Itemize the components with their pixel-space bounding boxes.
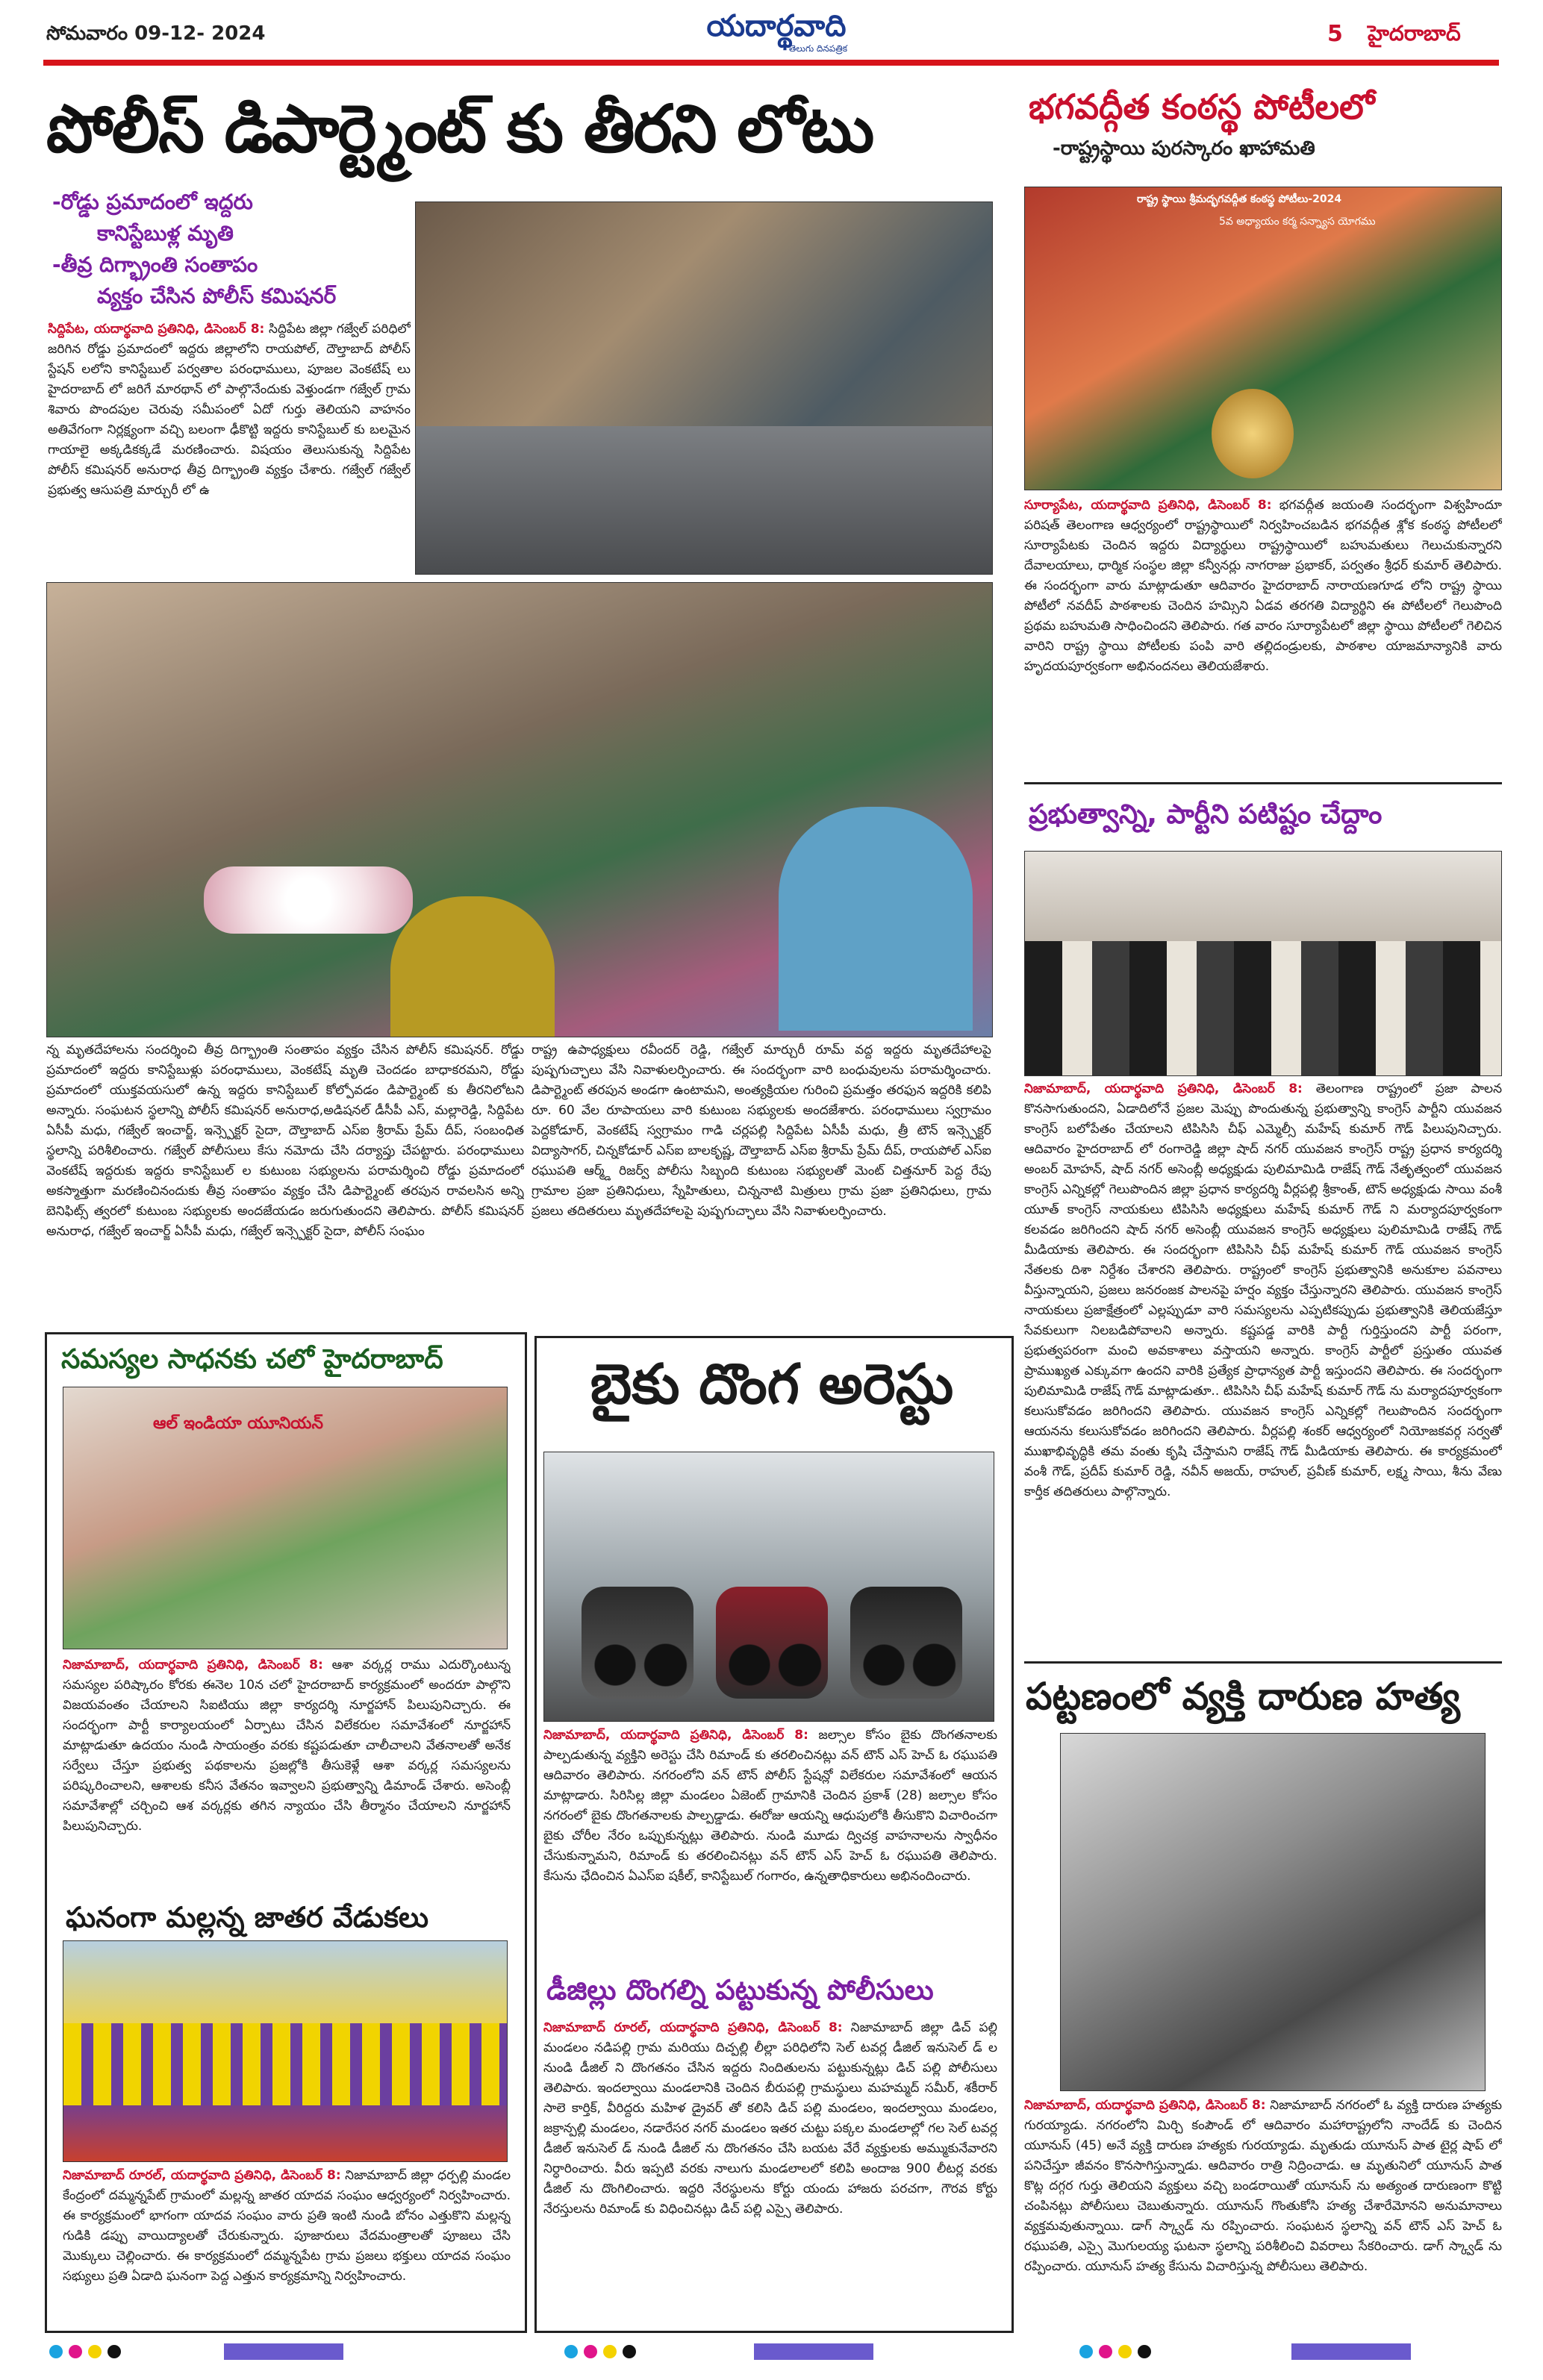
masthead-title: యదార్థవాది [706, 9, 847, 43]
samasyala-dateline: నిజామాబాద్, యదార్థవాది ప్రతినిధి, డిసెంబర్ 8: [63, 1658, 323, 1672]
party-body [1024, 1079, 1502, 1658]
lead-dateline: సిద్దిపేట, యదార్థవాది ప్రతినిధి, డిసెంబర్ 8: [48, 322, 265, 337]
lead-photo-mourners [46, 582, 993, 1037]
samasyala-body [63, 1655, 511, 1884]
gita-photo-banner: రాష్ట్ర స్థాయి శ్రీమద్భగవద్గీత కంఠస్థ పోటీలు-2024 [1137, 193, 1342, 205]
lead-intro-text: సిద్దిపేట జిల్లా గజ్వేల్ పరిధిలో జరిగిన రోడ్డు ప్రమాదంలో ఇద్దరు జిల్లాలోని రాయపోల్, దౌల్తాబాద్ పోలీస్ స్టేషన్ లలోని కానిస్టేబుల్ పర్వతాల పరంధాములు, పూజల వెంకటేష్ లు హైదరాబాద్ లో జరిగే మారథాన్ లో పాల్గొనేందుకు వెళ్తుండగా గజ్వేల్ గ్రామ శివారు పొందపుల చెరువు సమీపంలో ఏదో గుర్తు తెలియని వాహనం అతివేగంగా నిర్లక్ష్యంగా వచ్చి బలంగా ఢీకొట్టి ఇద్దరు కానిస్టేబుల్ కు బలమైన గాయాలై అక్కడికక్కడే మరణించారు. విషయం తెలుసుకున్న సిద్దిపేట పోలీస్ కమిషనర్ అనురాధ తీవ్ర దిగ్భ్రాంతి వ్యక్తం చేశారు. గజ్వేల్ గజ్వేల్ ప్రభుత్వ ఆసుపత్రి మార్చురీ లో ఉ [48, 322, 411, 498]
bike-body [543, 1725, 997, 1964]
murder-body-text: నిజామాబాద్ నగరంలో ఓ వ్యక్తి దారుణ హత్యకు గురయ్యాడు. నగరంలోని మిర్చి కంపౌండ్ లో ఆదివారం మహారాష్ట్రలోని నాందేడ్ కు చెందిన యూనుస్ (45) అనే వ్యక్తి దారుణ హత్యకు గురయ్యాడు. మృతుడు యూనుస్ పాత టైర్ల షాప్ లో పనిచేస్తూ జీవనం కొనసాగిస్తున్నాడు. ఆదివారం రాత్రి నిద్రించాడు. ఆ మృతునిలో యూనుస్ పాత కొట్ల దగ్గర గుర్తు తెలియని వ్యక్తులు వచ్చి బండరాయితో యూనుస్ ను అత్యంత దారుణంగా కొట్టి చంపినట్లు పోలీసులు చెబుతున్నారు. యూనుస్ గొంతుకోసి హత్య చేశారేమోనని అనుమానాలు వ్యక్తమవుతున్నాయి. డాగ్ స్క్వాడ్ ను రప్పించారు. సంఘటన స్థలాన్ని వన్ టౌన్ ఎస్ హెచ్ ఓ రఘుపతి, ఎస్సై మొగులయ్య ఘటనా స్థలాన్ని పరిశీలించి వివరాలు సేకరించారు. డాగ్ స్క్వాడ్ ను రప్పించారు. యూనుస్ హత్య కేసును విచారిస్తున్న పోలీసులు తెలిపారు. [1024, 2098, 1502, 2274]
party-dateline: నిజామాబాద్, యదార్థవాది ప్రతినిధి, డిసెంబర్ 8: [1024, 1081, 1303, 1096]
registration-dot [564, 2345, 578, 2358]
gita-dateline: సూర్యాపేట, యదార్థవాది ప్రతినిధి, డిసెంబర్ 8: [1024, 498, 1272, 513]
gita-photo [1024, 187, 1502, 490]
gita-photo-banner-2: 5వ అధ్యాయం కర్మ సన్న్యాస యోగము [1219, 216, 1376, 228]
registration-dot [1138, 2345, 1151, 2358]
lead-intro [48, 319, 411, 566]
murder-dateline: నిజామాబాద్, యదార్థవాది ప్రతినిధి, డిసెంబర్ 8: [1024, 2098, 1266, 2113]
mallanna-body [63, 2166, 511, 2324]
mourner-figure [390, 896, 555, 1037]
mallanna-dateline: నిజామాబాద్ రూరల్, యదార్థవాది ప్రతినిధి, డిసెంబర్ 8: [63, 2168, 341, 2183]
registration-dot [1099, 2345, 1112, 2358]
registration-dot [49, 2345, 63, 2358]
party-photo [1024, 851, 1502, 1076]
gita-body-text: భగవద్గీత జయంతి సందర్భంగా విశ్వహిందూ పరిషత్ తెలంగాణ ఆధ్వర్యంలో రాష్ట్రస్థాయిలో నిర్వహించబడిన భగవద్గీత శ్లోక కంఠస్థ పోటీలలో సూర్యాపేటకు చెందిన ఇద్దరు విద్యార్థులు రాష్ట్రస్థాయిలో బహుమతులు గెలుచుకున్నారని దేవాలయాలు, ధార్మిక సంస్థల జిల్లా కన్వీనర్లు నాగరాజు ప్రభాకర్, పర్వతం శ్రీధర్ కుమార్ తెలిపారు. ఈ సందర్భంగా వారు మాట్లాడుతూ ఆదివారం హైదరాబాద్ నారాయణగూడ లోని రాష్ట్ర స్థాయి పోటీలో నవదీప్ పాఠశాలకు చెందిన హమ్సిని ఏడవ తరగతి విద్యార్థిని ఈ పోటీలలో గెలుపొంది ప్రథమ బహుమతి సాధించిందని తెలిపారు. గత వారం సూర్యాపేటలో జిల్లా స్థాయి పోటీలలో గెలిచిన వారిని రాష్ట్ర స్థాయి పోటీలకు పంపి వారి తల్లిదండ్రులకు, పాఠశాల యాజమాన్యానికి వారు హృదయపూర్వకంగా అభినందనలు తెలియజేశారు. [1024, 498, 1502, 674]
gita-headline: భగవద్గీత కంఠస్థ పోటీలలో [1029, 87, 1375, 127]
lead-subheads [52, 187, 403, 312]
gita-body [1024, 496, 1502, 779]
murder-photo [1060, 1733, 1486, 2091]
bike-dateline: నిజామాబాద్, యదార్థవాది ప్రతినిధి, డిసెంబర్ 8: [543, 1728, 808, 1743]
registration-dot [1079, 2345, 1093, 2358]
murder-body [1024, 2096, 1502, 2327]
samasyala-headline: సమస్యల సాధనకు చలో హైదరాబాద్ [61, 1344, 443, 1375]
trophy-icon [1212, 389, 1294, 478]
lead-photo-mortuary [415, 202, 993, 575]
dj-body-text: నిజామాబాద్ జిల్లా డిచ్ పల్లి మండలం నడిపల్లి గ్రామ మరియు దిచ్పల్లి లీల్లా పరిధిలోని సెల్ టవర్ల డీజిల్ ఇనుసెల్ డ్ ల నుండి డీజిల్ ని దొంగతనం చేసిన ఇద్దరు నిందితులను పట్టుకున్నట్లు డిచ్ పల్లి పోలీసులు తెలిపారు. ఇందల్వాయి మండలానికి చెందిన బీరుపల్లి గ్రామస్థులు మహమ్మద్ సమీర్, శకీరార్ సాలె కార్తిక్, వీరిద్దరు మహిళ డ్రైవర్ తో కలిసి డిచ్ పల్లి మండలం, ఇందల్వాయి మండలం, జక్రాన్పల్లి మండలం, నడారేసర నగర్ మండలం ఇతర చుట్టు పక్కల మండలాల్లో గల సెల్ టవర్ల డీజిల్ ఇనుసెల్ డ్ నుండి డీజిల్ ను దొంగతనం చేసి బయట వేరే వ్యక్తులకు అమ్ముకునేవారని నిర్ధారించారు. వీరు ఇప్పటి వరకు నాలుగు మండలాలలో కలిపి అందాజ 900 లీటర్ల వరకు డీజిల్ ను దొంగిలించారు. ఇద్దరి నేరస్థులను కోర్టు యందు హాజరు పరచగా, గౌరవ కోర్టు నేరస్తులను రిమాండ్ కు విధించినట్లు డిచ్ పల్లి ఎస్సై తెలిపారు. [543, 2020, 997, 2217]
lead-body-left: న్న మృతదేహాలను సందర్శించి తీవ్ర దిగ్భ్రాంతి సంతాపం వ్యక్తం చేసిన పోలీస్ కమిషనర్. రోడ్డు ప్రమాదంలో ఇద్దరు కానిస్టేబుళ్లు పరంధాములు, వెంకటేష్ మృతి చెందడం బాధాకరమని, రోడ్డు ప్రమాదంలో యుక్తవయసులో ఉన్న ఇద్దరు కానిస్టేబుల్ కోల్పోవడం డిపార్ట్మెంట్ కు తీరనిలోటని అన్నారు. సంఘటన స్థలాన్ని పోలీస్ కమిషనర్ అనురాధ,అడిషనల్ డీసీపీ ఎస్, మల్లారెడ్డి, సిద్దిపేట ఏసీపీ మధు, గజ్వేల్ ఇంచార్జ్, ఇన్స్పెక్టర్ సైదా, దౌల్తాబాద్ ఎస్ఐ శ్రీరామ్ ప్రేమ్ దీప్, సంబంధిత స్థలాన్ని పరిశీలించారు. గజ్వేల్ పోలీసులు కేసు నమోదు చేసి దర్యాప్తు చేపట్టారు. పరంధాములు వెంకటేష్ ఇద్దరుకు ఇద్దరు కానిస్టేబుల్ ల కుటుంబ సభ్యులను పరామర్శించి రోడ్డు ప్రమాదంలో అకస్మాత్తుగా మరణించినందుకు తీవ్ర సంతాపం వ్యక్తం చేసి డిపార్ట్మెంట్ తరపున రావలసిన అన్ని బెనిఫిట్స్ త్వరలో కుటుంబ సభ్యులకు అందజేయడం జరుగుతుందని తెలిపారు. పోలీస్ కమిషనర్ అనురాధ, గజ్వేల్ ఇంచార్జ్ ఏసీపీ మధు, గజ్వేల్ ఇన్స్పెక్టర్ సైదా, పోలీస్ సంఘం [46, 1043, 524, 1239]
registration-bar [224, 2343, 343, 2360]
motorcycle [716, 1587, 828, 1699]
registration-dot [69, 2345, 82, 2358]
registration-dot [603, 2345, 617, 2358]
registration-dot [88, 2345, 102, 2358]
mallanna-body-text: నిజామాబాద్ జిల్లా ధర్పల్లి మండల కేంద్రంలో దమ్మన్నపేట్ గ్రామంలో మల్లన్న జాతర యాదవ సంఘం ఆధ్వర్యంలో నిర్వహించారు. ఈ కార్యక్రమంలో భాగంగా యాదవ సంఘం వారు ప్రతి ఇంటి నుండి బోనం ఎత్తుకొని మల్లన్న గుడికి డప్పు వాయిద్యాలతో చేరుకున్నారు. పూజారులు వేదమంత్రాలతో పూజలు చేసి మొక్కులు చెల్లించారు. ఈ కార్యక్రమంలో దమ్మన్నపేట గ్రామ ప్రజలు భక్తులు యాదవ సంఘం సభ్యులు ప్రతి ఏడాది ఘనంగా పెద్ద ఎత్తున కార్యక్రమాన్ని నిర్వహించారు. [63, 2168, 511, 2284]
registration-dot [584, 2345, 597, 2358]
bike-photo [543, 1452, 994, 1722]
column-rule [1024, 782, 1502, 784]
samasyala-photo [63, 1387, 508, 1649]
murder-headline: పట్టణంలో వ్యక్తి దారుణ హత్య [1026, 1675, 1460, 1718]
masthead-tagline: తెలుగు దినపత్రిక [788, 43, 847, 54]
samasyala-body-text: ఆశా వర్కర్ల రాము ఎదుర్కొంటున్న సమస్యల పరిష్కారం కోరకు ఈనెల 10న చలో హైదరాబాద్ కార్యక్రమంలో అందరూ పాల్గొని విజయవంతం చేయాలని సిఐటియు జిల్లా కార్యదర్శి నూర్జహాన్ పిలుపునిచ్చారు. ఈ సందర్భంగా పార్టీ కార్యాలయంలో ఏర్పాటు చేసిన విలేకరుల సమావేశంలో నూర్జహాన్ మాట్లాడుతూ ఉదయం నుండి సాయంత్రం వరకు కష్టపడుతూ చాలీచాలని వేతనాలతో అనేక సర్వేలు చేస్తూ ప్రభుత్వ పథకాలను ప్రజల్లోకి తీసుకెళ్లే ఆశా వర్కర్ల సమస్యలను పరిష్కరించాలని, ఆశాలకు కనీస వేతనం ఇవ్వాలని ప్రభుత్వాన్ని డిమాండ్ చేశారు. అసెంబ్లీ సమావేశాల్లో చర్చించి ఆశ వర్కర్లకు తగిన న్యాయం చేసి తీర్మానం చేయాలని నూర్జహాన్ పిలుపునిచ్చారు. [63, 1658, 511, 1834]
mallanna-photo [63, 1940, 508, 2162]
mourner-figure [779, 807, 973, 1031]
samasyala-banner: ఆల్ ఇండియా యూనియన్ [153, 1414, 323, 1433]
dj-body [543, 2018, 997, 2326]
lead-subhead: కానిస్టేబుళ్ల మృతి [97, 221, 234, 246]
masthead-logo [705, 9, 847, 54]
header-date: సోమవారం 09-12- 2024 [46, 22, 266, 45]
registration-dot [1118, 2345, 1132, 2358]
registration-dot [623, 2345, 636, 2358]
dancers-row [63, 2023, 507, 2105]
bike-body-text: జల్సాల కోసం బైకు దొంగతనాలకు పాల్పడుతున్న వ్యక్తిని అరెస్టు చేసి రిమాండ్ కు తరలించినట్లు వన్ టౌన్ ఎస్ హెచ్ ఓ రఘుపతి ఆదివారం తెలిపారు. నగరంలోని వన్ టౌన్ పోలీస్ స్టేషన్లో విలేకరుల సమావేశంలో ఆయన మాట్లాడారు. సిరిసిల్ల జిల్లా మండలం ఏజెంట్ గ్రామానికి చెందిన ప్రకాశ్ (28) జల్సాల కోసం నగరంలో బైకు దొంగతనాలకు పాల్పడ్డాడు. ఈరోజు ఆయన్ని ఆధుపులోకి తీసుకొని విచారించగా బైకు చోరీల నేరం ఒప్పుకున్నట్లు తెలిపారు. నుండి మూడు ద్విచక్ర వాహనాలను స్వాధీనం చేసుకున్నామని, రిమాండ్ కు తరలించినట్లు వన్ టౌన్ ఎస్ హెచ్ ఓ రఘుపతి తెలిపారు. కేసును ఛేదించిన ఏఎస్ఐ షకీల్, కానిస్టేబుల్ గంగారం, ఉన్నతాధికారులు అభినందించారు. [543, 1728, 997, 1884]
lead-headline: పోలీస్ డిపార్ట్మెంట్ కు తీరని లోటు [46, 90, 873, 167]
party-headline: ప్రభుత్వాన్ని, పార్టీని పటిష్టం చేద్దాం [1029, 799, 1383, 830]
motorcycle [850, 1587, 962, 1699]
header-city: హైదరాబాద్ [1368, 21, 1461, 46]
bike-headline: బైకు దొంగ అరెస్టు [590, 1352, 954, 1417]
motorcycle [582, 1587, 693, 1699]
registration-bar [1291, 2343, 1411, 2360]
page-number: 5 [1327, 21, 1343, 47]
dj-headline: డీజిల్లు దొంగల్ని పట్టుకున్న పోలీసులు [546, 1974, 934, 2006]
header-rule [43, 60, 1499, 66]
column-rule [1024, 1661, 1502, 1664]
group-figures [1025, 941, 1501, 1075]
lead-subhead: -తీవ్ర దిగ్భ్రాంతి సంతాపం [52, 252, 258, 277]
lead-body-right: రాష్ట్ర ఉపాధ్యక్షులు రవీందర్ రెడ్డి, గజ్వేల్ మార్చురీ రూమ్ వద్ద ఇద్దరు మృతదేహాలపై పుష్పగుచ్ఛాలు వేసి నివాళులర్పించారు. ఈ సందర్భంగా వారి బంధువులను పరామర్శించారు. డిపార్ట్మెంట్ తరపున అండగా ఉంటామని, అంత్యక్రియల గురించి ప్రమత్తం తరఫున ఇద్దరికి కలిపి రూ. 60 వేల రూపాయలు వారి కుటుంబ సభ్యులకు అందజేశారు. పరంధాములు స్వగ్రామం పెద్దకోడూర్, వెంకటేష్ స్వగ్రామం గాడి చర్లపల్లి సిద్దిపేట ఏసీపీ మధు, త్రీ టౌన్ ఇన్స్పెక్టర్ విద్యాసాగర్, చిన్నకోడూర్ ఎస్ఐ బాలకృష్ణ, దౌల్తాబాద్ ఎస్ఐ శ్రీరామ్ ప్రేమ్ దీప్, రాయపోల్ ఎస్ఐ రఘుపతి ఆర్మ్డ్ రిజర్వ్ పోలీసు సిబ్బంది కుటుంబ సభ్యులతో మెంట్ చిత్తనూర్ పెద్ద రేపు గ్రామాల ప్రజా ప్రతినిధులు, స్నేహితులు, చిన్ననాటి మిత్రులు గ్రామ ప్రజా ప్రతినిధులు, గ్రామ ప్రజలు తదితరులు మృతదేహాలపై పుష్పగుచ్ఛాలు వేసి నివాళులర్పించారు. [532, 1043, 991, 1219]
flowers [204, 866, 413, 934]
lead-subhead: వ్యక్తం చేసిన పోలీస్ కమిషనర్ [97, 284, 337, 308]
mallanna-headline: ఘనంగా మల్లన్న జాతర వేడుకలు [66, 1901, 428, 1934]
party-body-text: తెలంగాణ రాష్ట్రంలో ప్రజా పాలన కొనసాగుతుందని, ఏడాదిలోనే ప్రజల మెప్పు పొందుతున్న ప్రభుత్వాన్ని కాంగ్రెస్ పార్టీని యువజన కాంగ్రెస్ బలోపేతం చేయాలని టిపిసిసి చీఫ్ ఎమ్మెల్సీ మహేష్ కుమార్ గౌడ్ పిలుపునిచ్చారు. ఆదివారం హైదరాబాద్ లో రంగారెడ్డి జిల్లా షాద్ నగర్ యువజన కాంగ్రెస్ రాష్ట్ర ప్రధాన కార్యదర్శి అంబర్ మోహన్, షాద్ నగర్ అసెంబ్లీ అధ్యక్షుడు పులిమామిడి రాజేష్ గౌడ్ నేతృత్వంలో యువజన కాంగ్రెస్ ఎన్నికల్లో గెలుపొందిన జిల్లా ప్రధాన కార్యదర్శి వీర్లపల్లి శ్రీకాంత్, టౌన్ అధ్యక్షుడు సాయి వంశీ యూత్ కాంగ్రెస్ నాయకులు టిపిసిసి అధ్యక్షులు మహేష్ కుమార్ గౌడ్ ని మర్యాదపూర్వకంగా కలవడం జరిగిందని షాద్ నగర్ అసెంబ్లీ యువజన కాంగ్రెస్ అధ్యక్షులు పులిమామిడి రాజేష్ గౌడ్ మీడియాకు తెలిపారు. ఈ సందర్భంగా టిపిసిసి చీఫ్ మహేష్ కుమార్ గౌడ్ యువజన కాంగ్రెస్ నేతలకు దిశా నిర్దేశం చేశారని తెలిపారు. రాష్ట్రంలో కాంగ్రెస్ ప్రభుత్వానికి అనుకూల పవనాలు వీస్తున్నాయని, ప్రజలు జనరంజక పాలనపై హర్షం వ్యక్తం చేస్తున్నారని తెలిపారు. యువజన కాంగ్రెస్ నాయకులు ప్రజాక్షేత్రంలో ఎల్లప్పుడూ వారి సమస్యలను ఎప్పటికప్పుడు ప్రభుత్వానికి తెలియజేస్తూ సేవకులుగా నిలబడిపోవాలని అన్నారు. కష్టపడ్డ వారికి పార్టీ గుర్తిస్తుందని పార్టీ పరంగా, ప్రభుత్వపరంగా మంచి అవకాశాలు వస్తాయని అన్నారు. కాంగ్రెస్ పార్టీలో ప్రస్తుతం యువత ప్రాముఖ్యత ఎక్కువగా ఉందని వారికి ప్రత్యేక ప్రాధాన్యత పార్టీ ఇస్తుందని తెలిపారు. ఈ సందర్భంగా పులిమామిడి రాజేష్ గౌడ్ మాట్లాడుతూ.. టిపిసిసి చీఫ్ మహేష్ కుమార్ గౌడ్ ను మర్యాదపూర్వకంగా కలుసుకోవడం జరిగిందని తెలిపారు. యువజన కాంగ్రెస్ ఎన్నికల్లో గెలుపొందిన సందర్భంగా ఆయనను కలుసుకోవడం జరిగిందని తెలిపారు. వీర్లపల్లి శంకర్ ఆధ్వర్యంలో నియోజకవర్గ సర్వతో ముఖాభివృద్ధికి తమ వంతు కృషి చేస్తామని రాజేష్ గౌడ్ మీడియాకు తెలిపారు. ఈ కార్యక్రమంలో వంశీ గౌడ్, ప్రదీప్ కుమార్ రెడ్డి, నవీన్ అజయ్, రాహుల్, ప్రవీణ్ కుమార్, లక్ష్మ సాయి, శీను వేణు కార్తీక తదితరులు పాల్గొన్నారు. [1024, 1081, 1502, 1499]
dj-dateline: నిజామాబాద్ రూరల్, యదార్థవాది ప్రతినిధి, డిసెంబర్ 8: [543, 2020, 843, 2035]
lead-subhead: -రోడ్డు ప్రమాదంలో ఇద్దరు [52, 190, 253, 214]
mortuary-slab [416, 426, 992, 574]
gita-subhead: -రాష్ట్రస్థాయి పురస్కారం ఖాహామతి [1053, 137, 1315, 160]
registration-bar [754, 2343, 873, 2360]
registration-dot [107, 2345, 121, 2358]
